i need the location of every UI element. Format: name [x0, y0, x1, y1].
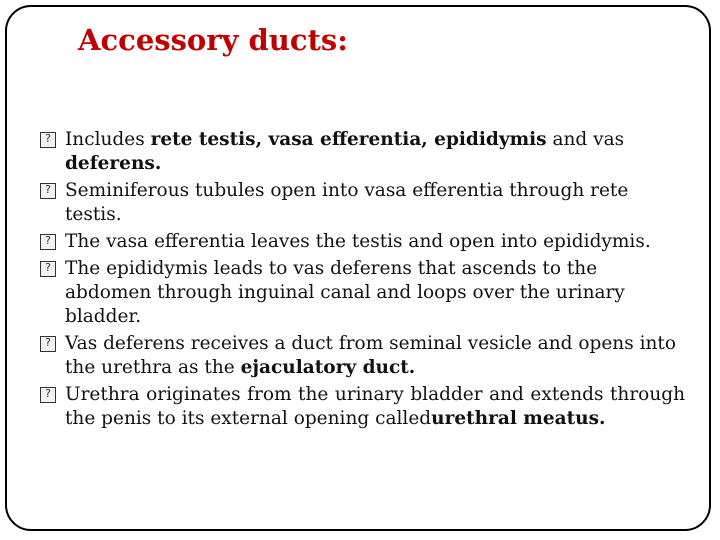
- bullet-text: Urethra originates from the urinary bladder and extends through the penis to its external opening called: [65, 384, 685, 429]
- bullet-item: [40, 179, 685, 227]
- bullet-text-bold: urethral meatus.: [431, 408, 606, 429]
- bullet-item: [40, 332, 685, 380]
- bullet-box-icon: [40, 183, 56, 199]
- bullet-box-icon: [40, 132, 56, 148]
- bullet-text: and vas: [546, 129, 625, 150]
- bullet-item: [40, 257, 685, 329]
- slide-title: Accessory ducts:: [78, 23, 348, 57]
- bullet-text: Seminiferous tubules open into vasa efferentia through rete testis.: [65, 180, 629, 225]
- bullet-box-icon: [40, 387, 56, 403]
- bullet-text-bold: deferens.: [65, 153, 162, 174]
- bullet-item: [40, 230, 685, 254]
- bullet-text-bold: rete testis, vasa efferentia, epididymis: [150, 129, 547, 150]
- bullet-item: [40, 128, 685, 176]
- bullet-text: Includes: [65, 129, 151, 150]
- bullet-text: Vas deferens receives a duct from seminal vesicle and opens into the urethra as the: [65, 333, 676, 378]
- bullet-box-icon: [40, 234, 56, 250]
- bullet-text: The vasa efferentia leaves the testis and open into epididymis.: [65, 231, 651, 252]
- bullet-text: The epididymis leads to vas deferens that ascends to the abdomen through inguinal canal and loops over the urinary bladder.: [65, 258, 625, 327]
- bullet-item: [40, 383, 685, 431]
- bullet-box-icon: [40, 336, 56, 352]
- bullet-text-bold: ejaculatory duct.: [240, 357, 416, 378]
- bullet-list: [40, 128, 685, 431]
- bullet-box-icon: [40, 261, 56, 277]
